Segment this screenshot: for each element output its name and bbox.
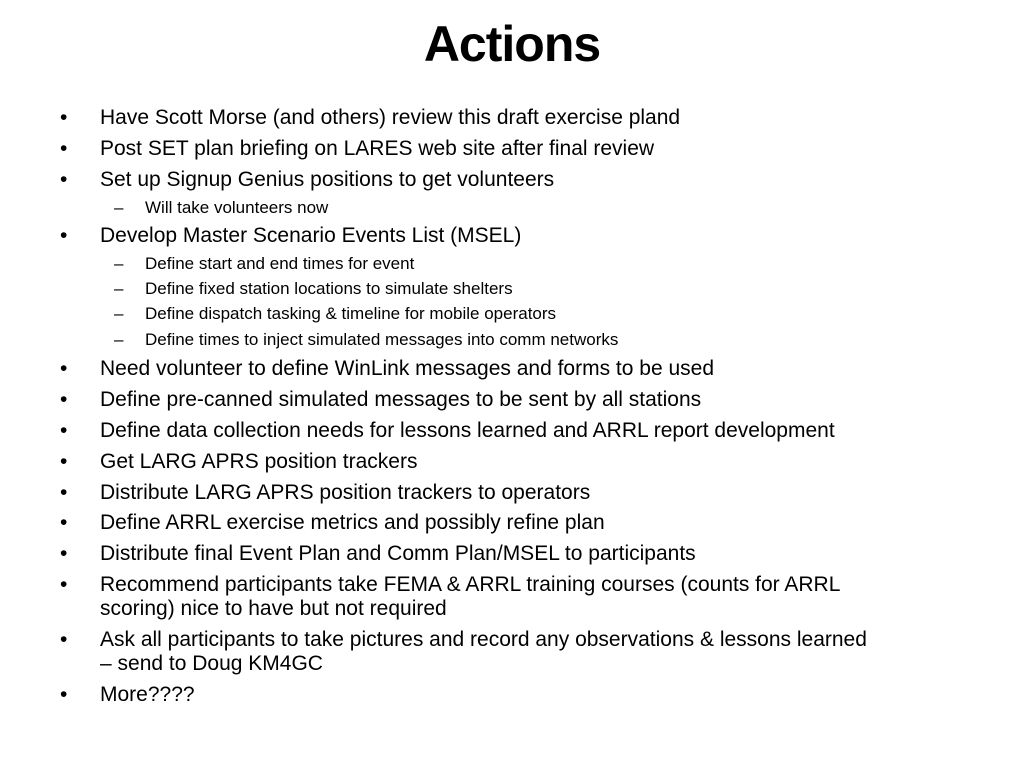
list-item-text: Define ARRL exercise metrics and possibly refine plan [100,511,605,534]
dash-icon: – [114,330,124,349]
dash-icon: – [114,304,124,323]
list-item-text: More???? [100,683,195,706]
list-item-text: Define data collection needs for lessons learned and ARRL report development [100,419,835,442]
bullet-icon: • [60,511,68,534]
bullet-icon: • [60,481,68,504]
sub-list-item-text: Define start and end times for event [145,254,415,273]
bullet-icon: • [60,106,68,129]
bullet-icon: • [60,357,68,380]
bullet-icon: • [60,224,68,247]
list-item-text-line-2: – send to Doug KM4GC [100,652,323,675]
list-item-text: Distribute final Event Plan and Comm Plan/MSEL to participants [100,542,696,565]
list-item-text: Distribute LARG APRS position trackers to operators [100,481,591,504]
slide-title: Actions [423,16,601,72]
sub-list-item-text: Define times to inject simulated messages into comm networks [145,330,619,349]
list-item-text: Post SET plan briefing on LARES web site after final review [100,137,655,160]
sub-list-item-text: Define dispatch tasking & timeline for mobile operators [145,304,557,323]
list-item-text: Have Scott Morse (and others) review this draft exercise pland [100,106,681,129]
bullet-icon: • [60,137,68,160]
bullet-icon: • [60,388,68,411]
bullet-icon: • [60,450,68,473]
bullet-icon: • [60,168,68,191]
sub-list-item-text: Define fixed station locations to simulate shelters [145,279,513,298]
list-item-text: Develop Master Scenario Events List (MSEL) [100,224,522,247]
list-item-text-line-2: scoring) nice to have but not required [100,597,447,620]
bullet-icon: • [60,573,68,596]
list-item-text-line-1: Recommend participants take FEMA & ARRL training courses (counts for ARRL [100,573,841,596]
list-item-text: Set up Signup Genius positions to get volunteers [100,168,555,191]
sub-list-item-text: Will take volunteers now [145,198,329,217]
list-item-text: Get LARG APRS position trackers [100,450,418,473]
dash-icon: – [114,198,124,217]
list-item-text: Need volunteer to define WinLink messages and forms to be used [100,357,715,380]
list-item-text: Define pre-canned simulated messages to be sent by all stations [100,388,702,411]
bullet-icon: • [60,542,68,565]
bullet-icon: • [60,683,68,706]
bullet-icon: • [60,419,68,442]
list-item-text-line-1: Ask all participants to take pictures and record any observations & lessons learned [100,628,867,651]
dash-icon: – [114,279,124,298]
dash-icon: – [114,254,124,273]
bullet-icon: • [60,628,68,651]
